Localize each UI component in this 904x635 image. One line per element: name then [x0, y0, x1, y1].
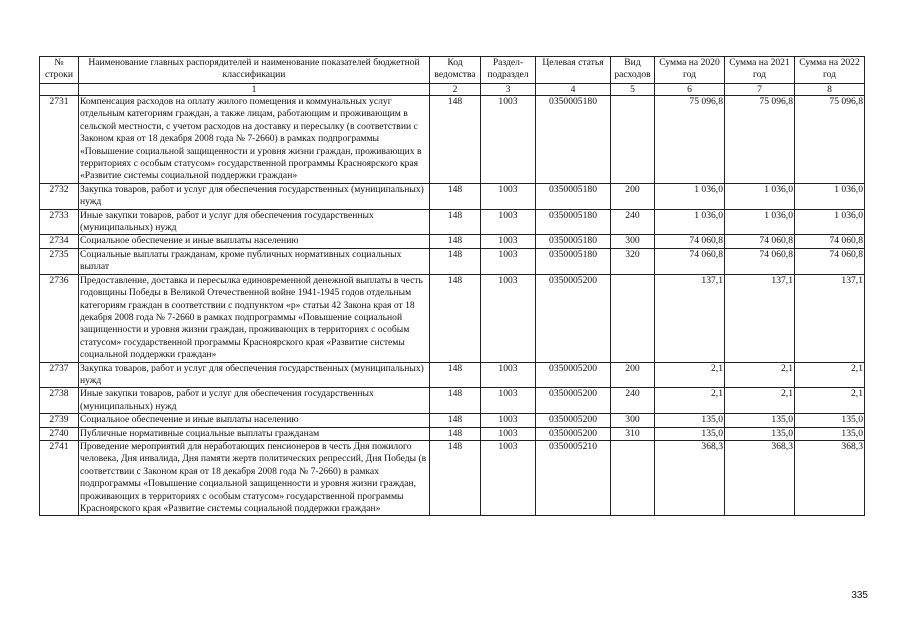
- sum-2022: 1 036,0: [795, 183, 865, 209]
- sum-2022: 1 036,0: [795, 209, 865, 235]
- target-item: 0350005200: [536, 362, 611, 388]
- section-code: 1003: [481, 183, 536, 209]
- section-code: 1003: [481, 235, 536, 248]
- col-number: 5: [611, 84, 655, 96]
- sum-2021: 2,1: [725, 362, 795, 388]
- sum-2022: 2,1: [795, 362, 865, 388]
- sum-2020: 135,0: [655, 414, 725, 427]
- dept-code: 148: [430, 248, 481, 274]
- sum-2020: 368,3: [655, 440, 725, 515]
- page-number: 335: [851, 590, 868, 601]
- sum-2021: 135,0: [725, 414, 795, 427]
- expense-type: 320: [611, 248, 655, 274]
- col-number: 8: [795, 84, 865, 96]
- col-header-sum-2020: Сумма на 2020 год: [655, 57, 725, 84]
- sum-2022: 135,0: [795, 414, 865, 427]
- target-item: 0350005200: [536, 274, 611, 362]
- target-item: 0350005180: [536, 235, 611, 248]
- sum-2021: 74 060,8: [725, 235, 795, 248]
- sum-2020: 2,1: [655, 362, 725, 388]
- sum-2020: 1 036,0: [655, 209, 725, 235]
- col-number: [40, 84, 79, 96]
- table-row: [40, 388, 865, 414]
- row-number: 2739: [40, 414, 79, 427]
- target-item: 0350005200: [536, 388, 611, 414]
- expense-type: 300: [611, 235, 655, 248]
- target-item: 0350005200: [536, 427, 611, 440]
- col-header-dept-code: Код ведомства: [430, 57, 481, 84]
- col-number: 7: [725, 84, 795, 96]
- row-description: Проведение мероприятий для неработающих пенсионеров в честь Дня пожилого человека, Дня инвалида, Дня памяти жертв политических репрессий, Дня Победы (в соответствии с Законом края от 18 декабря 2008 года № 7-2660) в рамках подпрограммы «Повышение социальной защищенности и уровня жизни граждан, проживающих в территориях с особым статусом» государственной программы Красноярского края «Развитие системы социальной поддержки граждан»: [79, 440, 430, 515]
- sum-2021: 2,1: [725, 388, 795, 414]
- expense-type: 240: [611, 209, 655, 235]
- budget-table: [39, 56, 865, 516]
- sum-2020: 74 060,8: [655, 248, 725, 274]
- section-code: 1003: [481, 362, 536, 388]
- row-number: 2732: [40, 183, 79, 209]
- section-code: 1003: [481, 209, 536, 235]
- col-header-sum-2022: Сумма на 2022 год: [795, 57, 865, 84]
- sum-2020: 2,1: [655, 388, 725, 414]
- sum-2020: 1 036,0: [655, 183, 725, 209]
- row-description: Закупка товаров, работ и услуг для обеспечения государственных (муниципальных) нужд: [79, 183, 430, 209]
- col-header-section: Раздел-подраздел: [481, 57, 536, 84]
- expense-type: 200: [611, 362, 655, 388]
- section-code: 1003: [481, 414, 536, 427]
- sum-2022: 74 060,8: [795, 248, 865, 274]
- sum-2021: 368,3: [725, 440, 795, 515]
- dept-code: 148: [430, 209, 481, 235]
- sum-2022: 2,1: [795, 388, 865, 414]
- row-description: Предоставление, доставка и пересылка единовременной денежной выплаты в честь годовщины Победы в Великой Отечественной войне 1941-1945 годов отдельным категориям граждан в соответствии с подпунктом «р» статьи 42 Закона края от 18 декабря 2008 года № 7-2660 в рамках подпрограммы «Повышение социальной защищенности и уровня жизни граждан, проживающих в территориях с особым статусом» государственной программы Красноярского края «Развитие системы социальной поддержки граждан»: [79, 274, 430, 362]
- row-description: Публичные нормативные социальные выплаты гражданам: [79, 427, 430, 440]
- expense-type: [611, 440, 655, 515]
- sum-2022: 368,3: [795, 440, 865, 515]
- dept-code: 148: [430, 362, 481, 388]
- sum-2022: 74 060,8: [795, 235, 865, 248]
- sum-2022: 75 096,8: [795, 96, 865, 184]
- row-number: 2735: [40, 248, 79, 274]
- dept-code: 148: [430, 440, 481, 515]
- section-code: 1003: [481, 96, 536, 184]
- table-row: [40, 183, 865, 209]
- dept-code: 148: [430, 235, 481, 248]
- col-number: 4: [536, 84, 611, 96]
- expense-type: 300: [611, 414, 655, 427]
- col-number: 2: [430, 84, 481, 96]
- col-header-name: Наименование главных распорядителей и наименование показателей бюджетной классификации: [79, 57, 430, 84]
- table-row: [40, 427, 865, 440]
- table-row: [40, 414, 865, 427]
- sum-2021: 74 060,8: [725, 248, 795, 274]
- row-number: 2738: [40, 388, 79, 414]
- table-row: [40, 248, 865, 274]
- sum-2022: 135,0: [795, 427, 865, 440]
- row-description: Социальное обеспечение и иные выплаты населению: [79, 414, 430, 427]
- sum-2021: 135,0: [725, 427, 795, 440]
- row-description: Социальное обеспечение и иные выплаты населению: [79, 235, 430, 248]
- row-number: 2733: [40, 209, 79, 235]
- target-item: 0350005200: [536, 414, 611, 427]
- col-header-expense-type: Вид расходов: [611, 57, 655, 84]
- section-code: 1003: [481, 427, 536, 440]
- row-description: Иные закупки товаров, работ и услуг для обеспечения государственных (муниципальных) нужд: [79, 209, 430, 235]
- sum-2020: 74 060,8: [655, 235, 725, 248]
- col-header-row-number: № строки: [40, 57, 79, 84]
- table-row: [40, 440, 865, 515]
- section-code: 1003: [481, 388, 536, 414]
- header-row: [40, 57, 865, 84]
- dept-code: 148: [430, 388, 481, 414]
- table-row: [40, 274, 865, 362]
- expense-type: 200: [611, 183, 655, 209]
- dept-code: 148: [430, 96, 481, 184]
- row-description: Закупка товаров, работ и услуг для обеспечения государственных (муниципальных) нужд: [79, 362, 430, 388]
- target-item: 0350005210: [536, 440, 611, 515]
- sum-2021: 137,1: [725, 274, 795, 362]
- target-item: 0350005180: [536, 183, 611, 209]
- column-number-row: [40, 84, 865, 96]
- target-item: 0350005180: [536, 248, 611, 274]
- target-item: 0350005180: [536, 209, 611, 235]
- col-header-sum-2021: Сумма на 2021 год: [725, 57, 795, 84]
- row-description: Социальные выплаты гражданам, кроме публичных нормативных социальных выплат: [79, 248, 430, 274]
- dept-code: 148: [430, 414, 481, 427]
- row-number: 2740: [40, 427, 79, 440]
- dept-code: 148: [430, 274, 481, 362]
- row-number: 2734: [40, 235, 79, 248]
- table-row: [40, 209, 865, 235]
- expense-type: 310: [611, 427, 655, 440]
- row-number: 2736: [40, 274, 79, 362]
- sum-2021: 75 096,8: [725, 96, 795, 184]
- expense-type: 240: [611, 388, 655, 414]
- sum-2022: 137,1: [795, 274, 865, 362]
- section-code: 1003: [481, 248, 536, 274]
- sum-2020: 135,0: [655, 427, 725, 440]
- expense-type: [611, 96, 655, 184]
- col-number: 1: [79, 84, 430, 96]
- col-header-target-item: Целевая статья: [536, 57, 611, 84]
- sum-2020: 75 096,8: [655, 96, 725, 184]
- dept-code: 148: [430, 427, 481, 440]
- expense-type: [611, 274, 655, 362]
- row-number: 2737: [40, 362, 79, 388]
- budget-page: [39, 56, 864, 516]
- dept-code: 148: [430, 183, 481, 209]
- section-code: 1003: [481, 274, 536, 362]
- row-number: 2741: [40, 440, 79, 515]
- sum-2021: 1 036,0: [725, 209, 795, 235]
- sum-2020: 137,1: [655, 274, 725, 362]
- col-number: 6: [655, 84, 725, 96]
- table-row: [40, 362, 865, 388]
- table-row: [40, 235, 865, 248]
- row-description: Иные закупки товаров, работ и услуг для обеспечения государственных (муниципальных) нужд: [79, 388, 430, 414]
- section-code: 1003: [481, 440, 536, 515]
- target-item: 0350005180: [536, 96, 611, 184]
- table-row: [40, 96, 865, 184]
- row-description: Компенсация расходов на оплату жилого помещения и коммунальных услуг отдельным категориям граждан, а также лицам, работающим и проживающим в сельской местности, с учетом расходов на доставку и пересылку (в соответствии с Законом края от 18 декабря 2008 года № 7-2660) в рамках подпрограммы «Повышение социальной защищенности и уровня жизни граждан, проживающих в территориях с особым статусом» государственной программы Красноярского края «Развитие системы социальной поддержки граждан»: [79, 96, 430, 184]
- sum-2021: 1 036,0: [725, 183, 795, 209]
- row-number: 2731: [40, 96, 79, 184]
- col-number: 3: [481, 84, 536, 96]
